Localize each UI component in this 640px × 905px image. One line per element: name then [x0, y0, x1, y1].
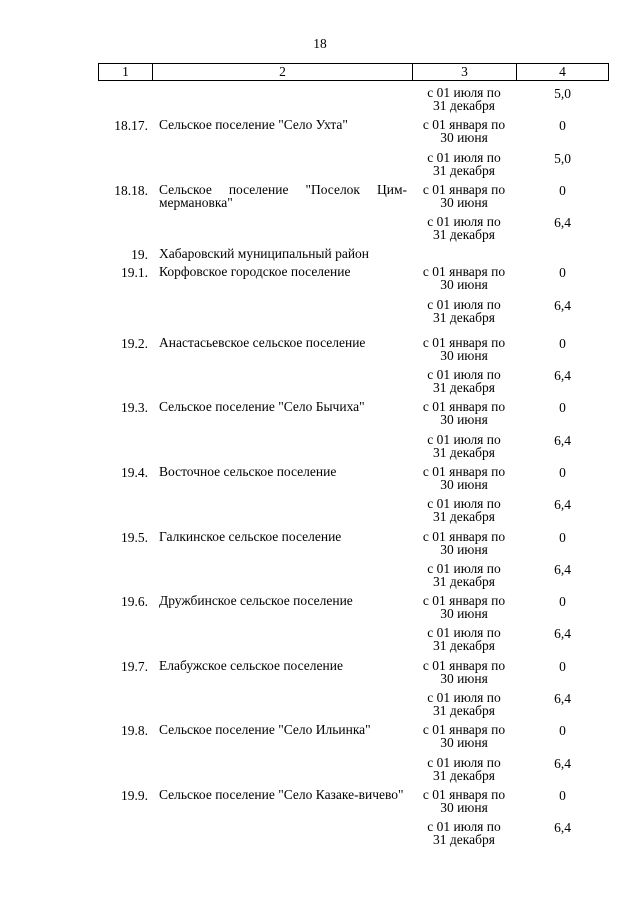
period-end: 31 декабря: [433, 638, 495, 654]
period-start: с 01 января по: [422, 463, 506, 479]
row-number: 18.17.: [114, 118, 148, 134]
table-row: [98, 368, 609, 400]
row-number: 19.6.: [121, 594, 148, 610]
period-start: с 01 июля по: [427, 149, 501, 165]
period-end: 30 июня: [440, 670, 488, 686]
row-number: 19.: [131, 247, 148, 263]
row-name: Восточное сельское поселение: [159, 463, 337, 479]
period-end: 31 декабря: [433, 162, 495, 178]
row-number: 19.1.: [121, 265, 148, 281]
row-period: [412, 788, 516, 814]
table-body: [98, 86, 609, 853]
table-row: [98, 723, 609, 755]
header-cell-4: 4: [559, 64, 566, 79]
row-value: 5,0: [554, 86, 571, 101]
row-period: [412, 151, 516, 177]
period-end: 31 декабря: [433, 767, 495, 783]
period-end: 31 декабря: [433, 573, 495, 589]
table-row: [98, 118, 609, 150]
row-period: [412, 530, 516, 556]
row-value: 0: [559, 118, 566, 134]
period-start: с 01 июля по: [427, 560, 501, 576]
row-number: 19.2.: [121, 335, 148, 351]
period-end: 30 июня: [440, 476, 488, 492]
header-cell-1: 1: [99, 64, 153, 80]
row-name: Сельское поселение "Село Бычиха": [159, 399, 365, 415]
table-row: [98, 530, 609, 562]
table-row: [98, 756, 609, 788]
period-start: с 01 января по: [422, 117, 506, 133]
period-end: 31 декабря: [433, 832, 495, 848]
row-name: Сельское поселение "Поселок Цим-мермановка": [159, 181, 407, 210]
row-period: [412, 183, 516, 209]
row-name: Галкинское сельское поселение: [159, 528, 342, 544]
period-end: 31 декабря: [433, 309, 495, 325]
row-number: 19.5.: [121, 529, 148, 545]
header-cell-2: 2: [153, 64, 413, 80]
row-value: 0: [559, 787, 566, 803]
row-period: [412, 400, 516, 426]
period-start: с 01 июля по: [427, 296, 501, 312]
row-period: [412, 497, 516, 523]
row-name: Анастасьевское сельское поселение: [159, 334, 366, 350]
period-end: 30 июня: [440, 194, 488, 210]
row-number: 19.4.: [121, 464, 148, 480]
period-end: 30 июня: [440, 735, 488, 751]
row-period: [412, 723, 516, 749]
row-value: 6,4: [554, 691, 571, 707]
period-end: 31 декабря: [433, 227, 495, 243]
period-start: с 01 января по: [422, 264, 506, 280]
header-cell-3: 3: [413, 64, 517, 80]
table-row: [98, 659, 609, 691]
row-value: 0: [559, 658, 566, 674]
table-row: [98, 788, 609, 820]
row-period: [412, 820, 516, 846]
row-name: Сельское поселение "Село Ухта": [159, 117, 348, 133]
table-row: [98, 465, 609, 497]
table-row: [98, 215, 609, 247]
period-end: 30 июня: [440, 799, 488, 815]
table-row: [98, 86, 609, 118]
row-period: [412, 215, 516, 241]
row-value: 0: [559, 464, 566, 480]
period-start: с 01 января по: [422, 722, 506, 738]
row-period: [412, 118, 516, 144]
row-value: 5,0: [554, 150, 571, 166]
period-end: 31 декабря: [433, 703, 495, 719]
table-header-row: [98, 63, 609, 81]
row-period: [412, 265, 516, 291]
row-period: [412, 336, 516, 362]
period-end: 31 декабря: [433, 444, 495, 460]
row-name: Корфовское городское поселение: [159, 264, 351, 280]
row-period: [412, 562, 516, 588]
row-period: [412, 756, 516, 782]
period-start: с 01 января по: [422, 399, 506, 415]
period-end: 30 июня: [440, 606, 488, 622]
period-start: с 01 июля по: [427, 367, 501, 383]
row-name: Сельское поселение "Село Казаке-вичево": [159, 786, 404, 802]
table-row: [98, 562, 609, 594]
row-number: 19.7.: [121, 658, 148, 674]
row-period: [412, 433, 516, 459]
period-end: 31 декабря: [433, 509, 495, 525]
row-value: 6,4: [554, 297, 571, 313]
period-end: 30 июня: [440, 347, 488, 363]
period-start: с 01 января по: [422, 181, 506, 197]
table-row: [98, 626, 609, 658]
row-period: [412, 86, 516, 112]
row-value: 6,4: [554, 561, 571, 577]
period-end: 30 июня: [440, 412, 488, 428]
row-period: [412, 626, 516, 652]
row-name: Хабаровский муниципальный район: [159, 246, 370, 262]
period-start: с 01 июля по: [427, 754, 501, 770]
period-start: с 01 января по: [422, 786, 506, 802]
period-start: с 01 января по: [422, 334, 506, 350]
table-row: [98, 400, 609, 432]
row-value: 0: [559, 182, 566, 198]
row-period: [412, 298, 516, 324]
table-row: [98, 497, 609, 529]
table-row: [98, 691, 609, 723]
row-value: 0: [559, 529, 566, 545]
row-value: 6,4: [554, 368, 571, 384]
period-start: с 01 июля по: [427, 690, 501, 706]
table-row: [98, 820, 609, 852]
period-end: 30 июня: [440, 277, 488, 293]
period-start: с 01 июля по: [427, 431, 501, 447]
period-end: 30 июня: [440, 541, 488, 557]
table-row: [98, 433, 609, 465]
period-start: с 01 января по: [422, 528, 506, 544]
row-period: [412, 659, 516, 685]
row-value: 6,4: [554, 432, 571, 448]
table-row: [98, 183, 609, 215]
period-start: с 01 января по: [422, 593, 506, 609]
row-value: 6,4: [554, 820, 571, 836]
row-value: 0: [559, 594, 566, 610]
row-value: 6,4: [554, 497, 571, 513]
period-start: с 01 июля по: [427, 819, 501, 835]
table-row: [98, 265, 609, 297]
period-end: 31 декабря: [433, 380, 495, 396]
row-number: 19.3.: [121, 400, 148, 416]
row-value: 0: [559, 335, 566, 351]
table-row: [98, 336, 609, 368]
row-value: 6,4: [554, 626, 571, 642]
row-value: 0: [559, 265, 566, 281]
row-number: 19.9.: [121, 787, 148, 803]
period-start: с 01 июля по: [427, 85, 501, 100]
row-value: 0: [559, 400, 566, 416]
table-row: [98, 298, 609, 336]
table-row: [98, 151, 609, 183]
table-row: [98, 247, 609, 265]
period-start: с 01 июля по: [427, 496, 501, 512]
row-period: [412, 691, 516, 717]
row-name: Сельское поселение "Село Ильинка": [159, 722, 371, 738]
period-start: с 01 июля по: [427, 625, 501, 641]
row-period: [412, 594, 516, 620]
row-number: 19.8.: [121, 723, 148, 739]
row-name: Елабужское сельское поселение: [159, 657, 343, 673]
row-number: 18.18.: [114, 182, 148, 198]
row-value: 0: [559, 723, 566, 739]
period-start: с 01 января по: [422, 657, 506, 673]
period-start: с 01 июля по: [427, 214, 501, 230]
period-end: 30 июня: [440, 130, 488, 146]
row-value: 6,4: [554, 755, 571, 771]
row-value: 6,4: [554, 215, 571, 231]
page-number: 18: [313, 36, 327, 51]
table-row: [98, 594, 609, 626]
row-period: [412, 368, 516, 394]
row-name: Дружбинское сельское поселение: [159, 593, 353, 609]
period-end: 31 декабря: [433, 98, 495, 113]
row-period: [412, 465, 516, 491]
